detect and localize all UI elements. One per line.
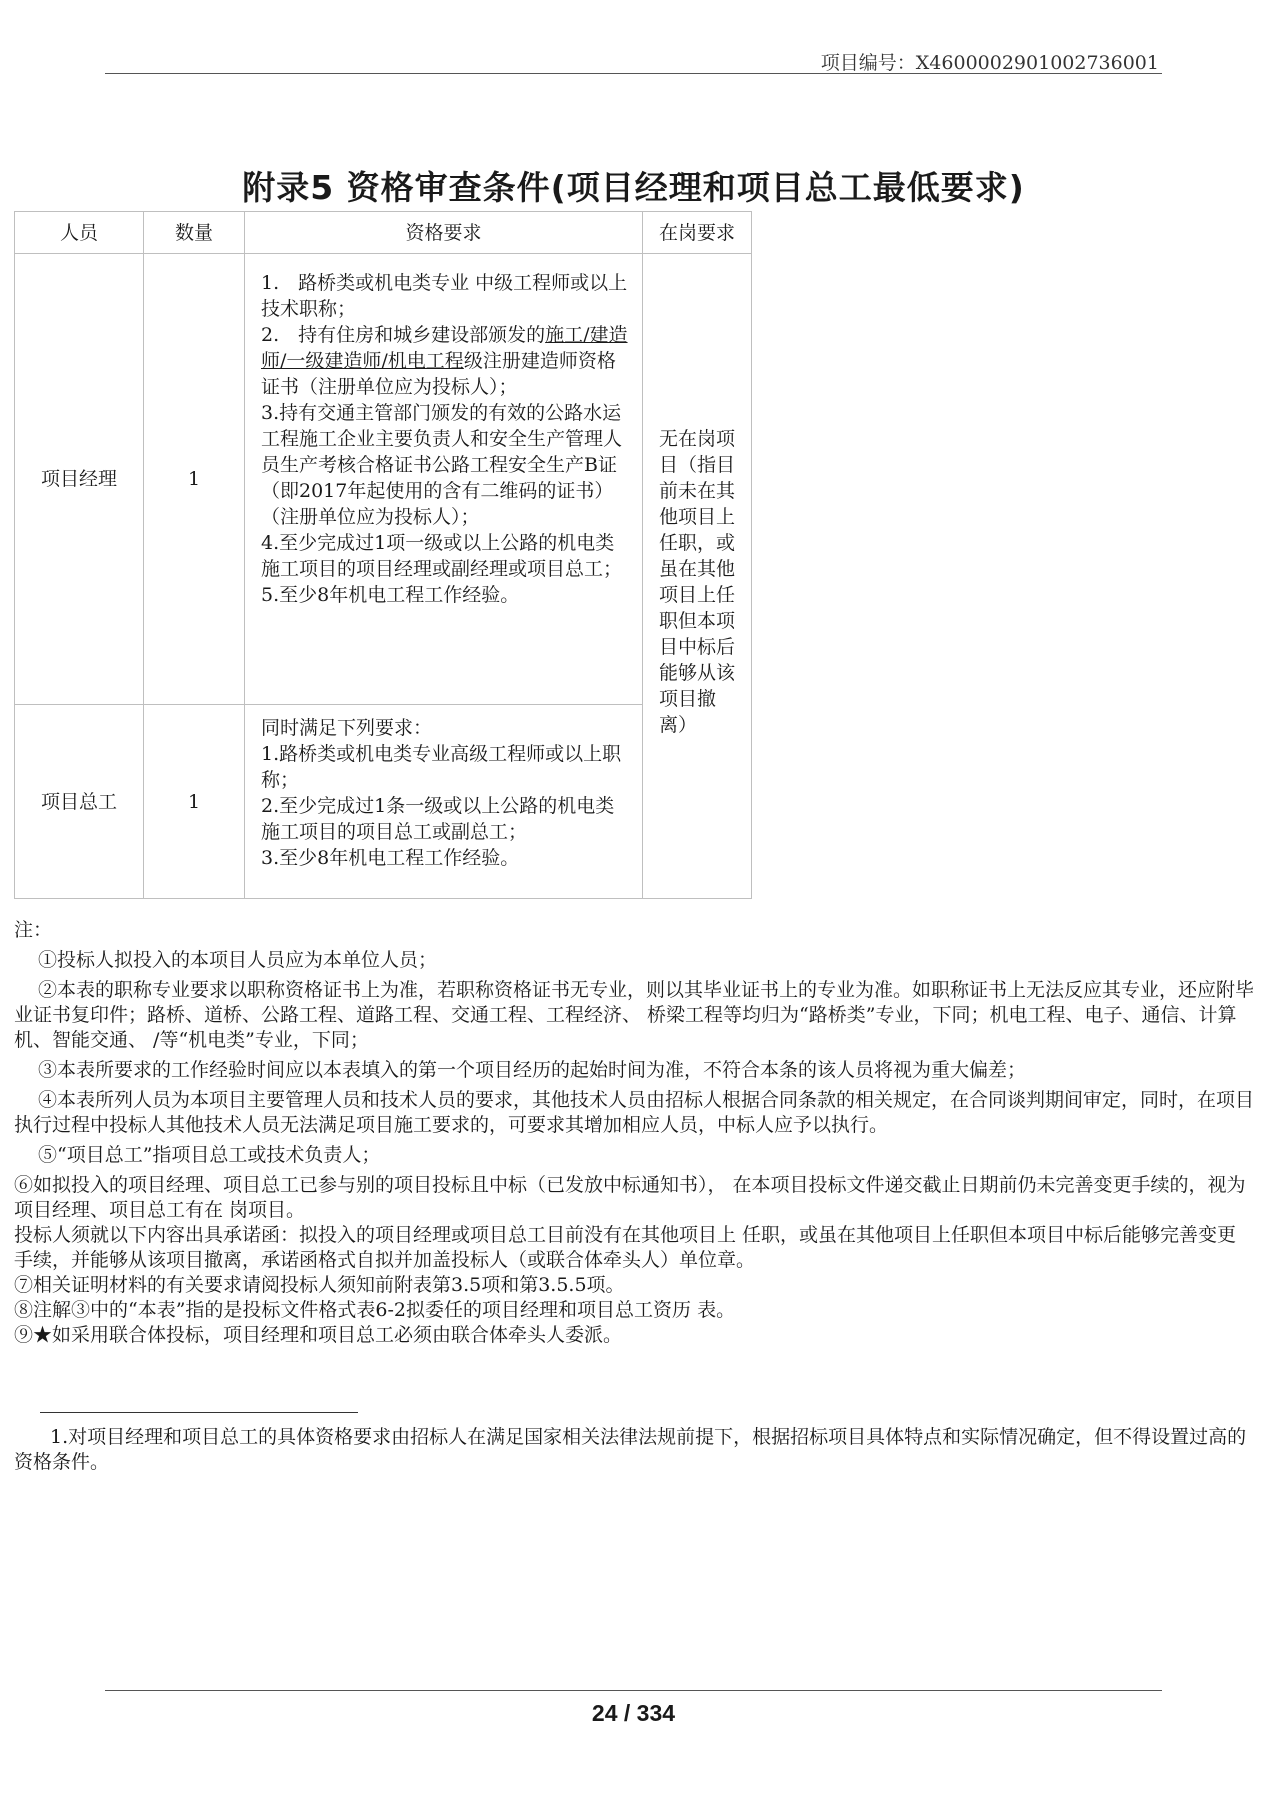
req-line: 2.至少完成过1条一级或以上公路的机电类施工项目的项目总工或副总工； [261,795,615,843]
quantity-cell: 1 [144,254,245,705]
page-title: 附录5 资格审查条件(项目经理和项目总工最低要求) [242,168,1025,207]
note-item: ①投标人拟投入的本项目人员应为本单位人员； [38,949,438,971]
header-quantity: 数量 [144,212,245,254]
footnote-rule [40,1412,358,1413]
header-requirements: 资格要求 [245,212,643,254]
header-person: 人员 [15,212,144,254]
footer-rule [105,1690,1162,1691]
note-item: ⑦相关证明材料的有关要求请阅投标人须知前附表第3.5项和第3.5.5项。 [14,1274,625,1296]
quantity-cell: 1 [144,705,245,899]
req-line: 4.至少完成过1项一级或以上公路的机电类施工项目的项目经理或副经理或项目总工； [261,532,623,580]
note-item: ⑥如拟投入的项目经理、项目总工已参与别的项目投标且中标（已发放中标通知书）， 在本项目投标文件递交截止日期前仍未完善变更手续的，视为项目经理、项目总工有在 岗项目。 [14,1174,1246,1221]
req-line: 1. 路桥类或机电类专业 中级工程师或以上技术职称； [261,272,628,320]
note-item: ②本表的职称专业要求以职称资格证书上为准，若职称资格证书无专业，则以其毕业证书上的专业为准。如职称证书上无法反应其专业，还应附毕业证书复印件；路桥、道桥、公路工程、道路工程、交通工程、工程经济、 桥梁工程等均归为“路桥类”专业，下同；机电工程、电子、通信、计算机、智能交通、 /等“机电类”专业，下同； [14,979,1255,1051]
table-header-row [15,212,752,254]
person-cell: 项目总工 [15,705,144,899]
notes-section [14,918,1255,1348]
req-line: 同时满足下列要求： [261,717,433,739]
person-cell: 项目经理 [15,254,144,705]
req-line [261,322,632,400]
notes-label: 注： [14,919,53,941]
page-number: 24 / 334 [591,1700,676,1726]
note-item: ④本表所列人员为本项目主要管理人员和技术人员的要求，其他技术人员由招标人根据合同条款的相关规定，在合同谈判期间审定，同时，在项目执行过程中投标人其他技术人员无法满足项目施工要求的，可要求其增加相应人员，中标人应予以执行。 [14,1089,1255,1136]
req-line: 3.持有交通主管部门颁发的有效的公路水运工程施工企业主要负责人和安全生产管理人员生产考核合格证书公路工程安全生产B证（即2017年起使用的含有二维码的证书）（注册单位应为投标人）； [261,402,623,528]
note-item: 投标人须就以下内容出具承诺函：拟投入的项目经理或项目总工目前没有在其他项目上 任职，或虽在其他项目上任职但本项目中标后能够完善变更手续，并能够从该项目撤离，承诺函格式自拟并加盖投标人（或联合体牵头人）单位章。 [14,1224,1237,1271]
note-item: ⑤“项目总工”指项目总工或技术负责人； [38,1144,381,1166]
note-item: ③本表所要求的工作经验时间应以本表填入的第一个项目经历的起始时间为准，不符合本条的该人员将视为重大偏差； [38,1059,1027,1081]
req-text: 级注册建造师资格证书（注册单位应为投标人）； [261,350,616,398]
qualification-table [14,211,752,899]
footnote [14,1425,1253,1475]
req-line: 3.至少8年机电工程工作经验。 [261,847,520,869]
req-line: 1.路桥类或机电类专业高级工程师或以上职称； [261,743,622,791]
footnote-text: 1.对项目经理和项目总工的具体资格要求由招标人在满足国家相关法律法规前提下，根据招标项目具体特点和实际情况确定，但不得设置过高的资格条件。 [14,1426,1247,1473]
project-code: 项目编号：X4600002901002736001 [820,52,1159,74]
table-row [15,705,752,899]
header-rule [105,73,1162,74]
table-row [15,254,752,705]
onduty-cell: 无在岗项目（指目前未在其他项目上任职，或虽在其他项目上任职但本项目中标后能够从该项目撤离） [643,254,752,899]
header-onduty: 在岗要求 [643,212,752,254]
requirements-cell [245,705,643,899]
requirements-cell [245,254,643,705]
req-line: 5.至少8年机电工程工作经验。 [261,584,520,606]
req-text: 2. 持有住房和城乡建设部颁发的 [261,324,546,346]
req-underlined-text: 施工/建造师/一级建造师/机电工程 [261,324,628,372]
note-item: ⑨★如采用联合体投标，项目经理和项目总工必须由联合体牵头人委派。 [14,1324,623,1346]
note-item: ⑧注解③中的“本表”指的是投标文件格式表6-2拟委任的项目经理和项目总工资历 表。 [14,1299,736,1321]
